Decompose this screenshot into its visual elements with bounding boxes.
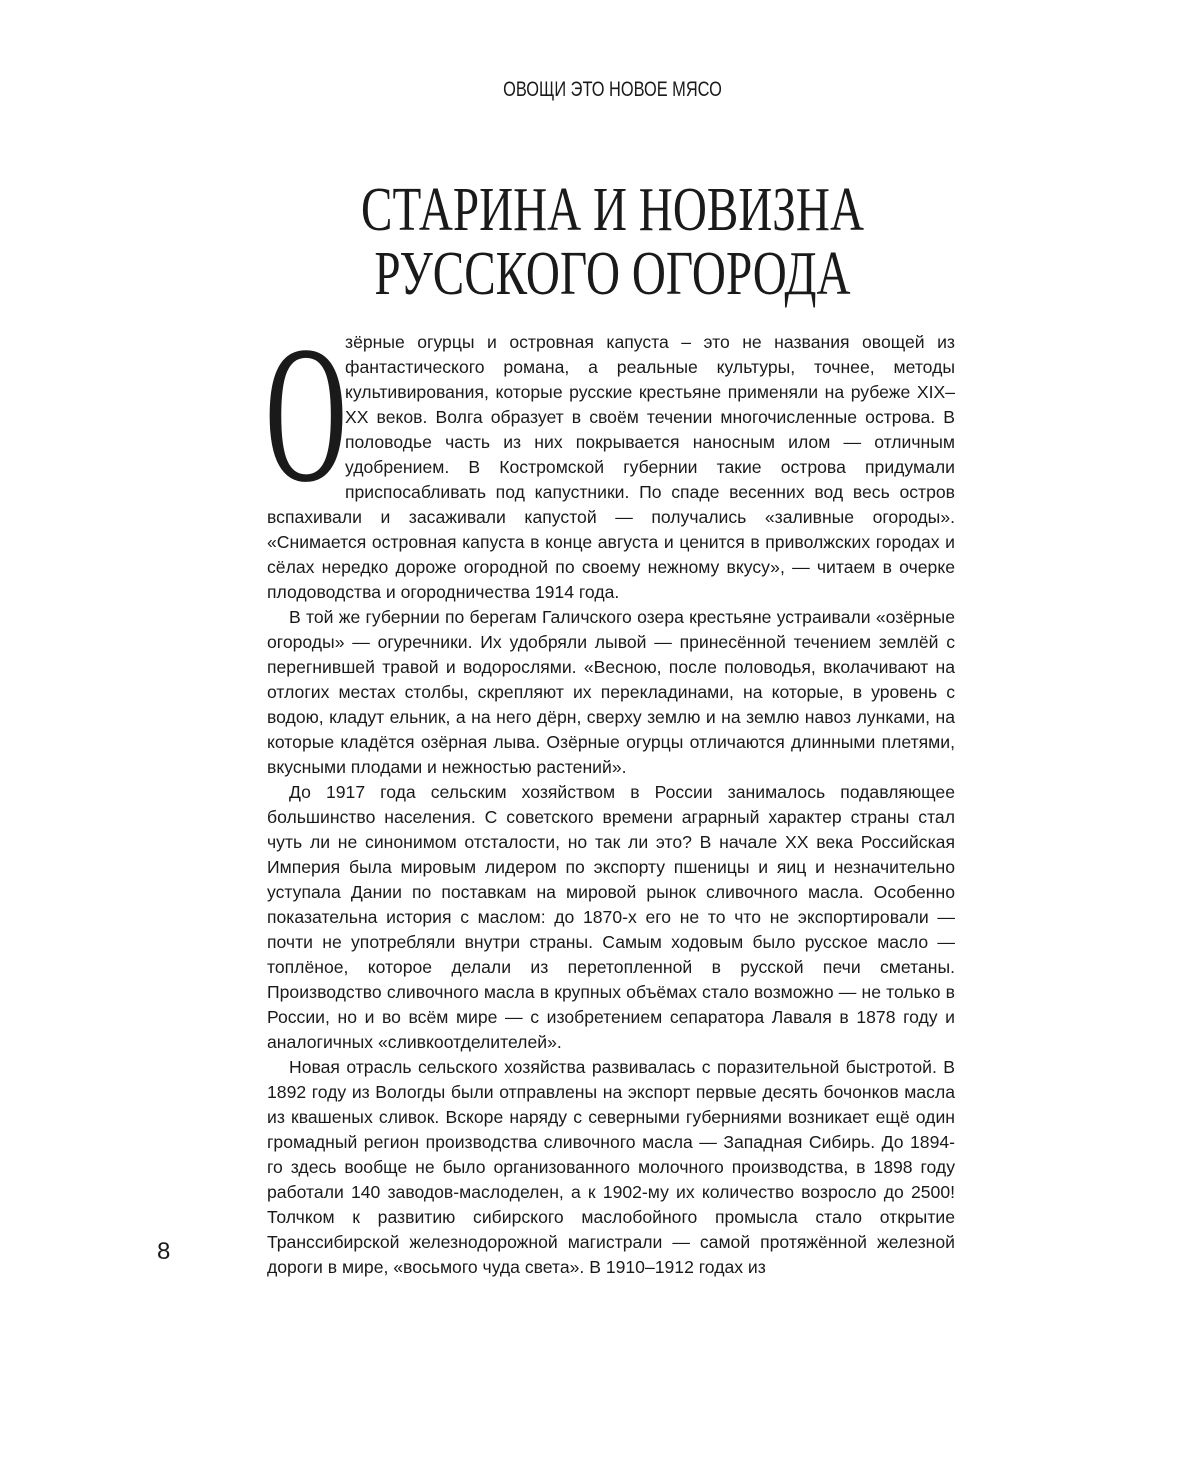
paragraph-1-text: зёрные огурцы и островная капуста – это не названия овощей из фантастического романа, а реальные культуры, точнее, методы культивирования, которые русские крестьяне применяли на рубеже XIX–XX веков. Волга образует в своём течении многочисленные острова. В половодье часть из них покрывается наносным илом — отличным удобрением. В Костромской губернии такие острова придумали приспосабливать под капустники. По спаде весенних вод весь остров вспахивали и засаживали капустой — получались «заливные огороды». «Снимается островная капуста в конце августа и ценится в приволжских городах и сёлах нередко дороже огородной по своему нежному вкусу», — читаем в очерке плодоводства и огородничества 1914 года. [267,332,955,602]
paragraph-3: До 1917 года сельским хозяйством в России занималось подавляющее большинство населения. С советского времени аграрный характер страны стал чуть ли не синонимом отсталости, но так ли это? В начале XX века Российская Империя была мировым лидером по экспорту пшеницы и яиц и незначительно уступала Дании по поставкам на мировой рынок сливочного масла. Особенно показательна история с маслом: до 1870-х его не то что не экспортировали — почти не употребляли внутри страны. Самым ходовым было русское масло — топлёное, которое делали из перетопленной в русской печи сметаны. Производство сливочного масла в крупных объёмах стало возможно — не только в России, но и во всём мире — с изобретением сепаратора Лаваля в 1878 году и аналогичных «сливкоотделителей». [267,782,955,1052]
article-body [265,306,955,1280]
paragraph-1 [265,306,955,605]
title-line-1: СТАРИНА И НОВИЗНА [361,176,864,244]
paragraph-4: Новая отрасль сельского хозяйства развивалась с поразительной быстротой. В 1892 году из Вологды были отправлены на экспорт первые десять бочонков масла из квашеных сливок. Вскоре наряду с северными губерниями возникает ещё один громадный регион производства сливочного масла — Западная Сибирь. До 1894-го здесь вообще не было организованного молочного производства, в 1898 году работали 140 заводов-маслоделен, а к 1902-му их количество возросло до 2500! Толчком к развитию сибирского маслобойного промысла стало открытие Транссибирской железнодорожной магистрали — самой протяжённой железной дороги в мире, «восьмого чуда света». В 1910–1912 годах из [267,1057,955,1277]
drop-cap: О [265,306,348,523]
page-title [147,178,1078,306]
paragraph-2: В той же губернии по берегам Галичского озера крестьяне устраивали «озёрные огороды» — огуречники. Их удобряли лывой — принесённой течением землёй с перегнившей травой и водорослями. «Весною, после половодья, вколачивают на отлогих местах столбы, скрепляют их перекладинами, на которые, в уровень с водою, кладут ельник, а на него дёрн, сверху землю и на землю навоз лунками, на которые кладётся озёрная лыва. Озёрные огурцы отличаются длинными плетями, вкусными плодами и нежностью растений». [267,607,955,777]
page-number: 8 [157,1238,171,1265]
running-head: ОВОЩИ ЭТО НОВОЕ МЯСО [503,78,722,101]
title-line-2: РУССКОГО ОГОРОДА [374,240,851,308]
